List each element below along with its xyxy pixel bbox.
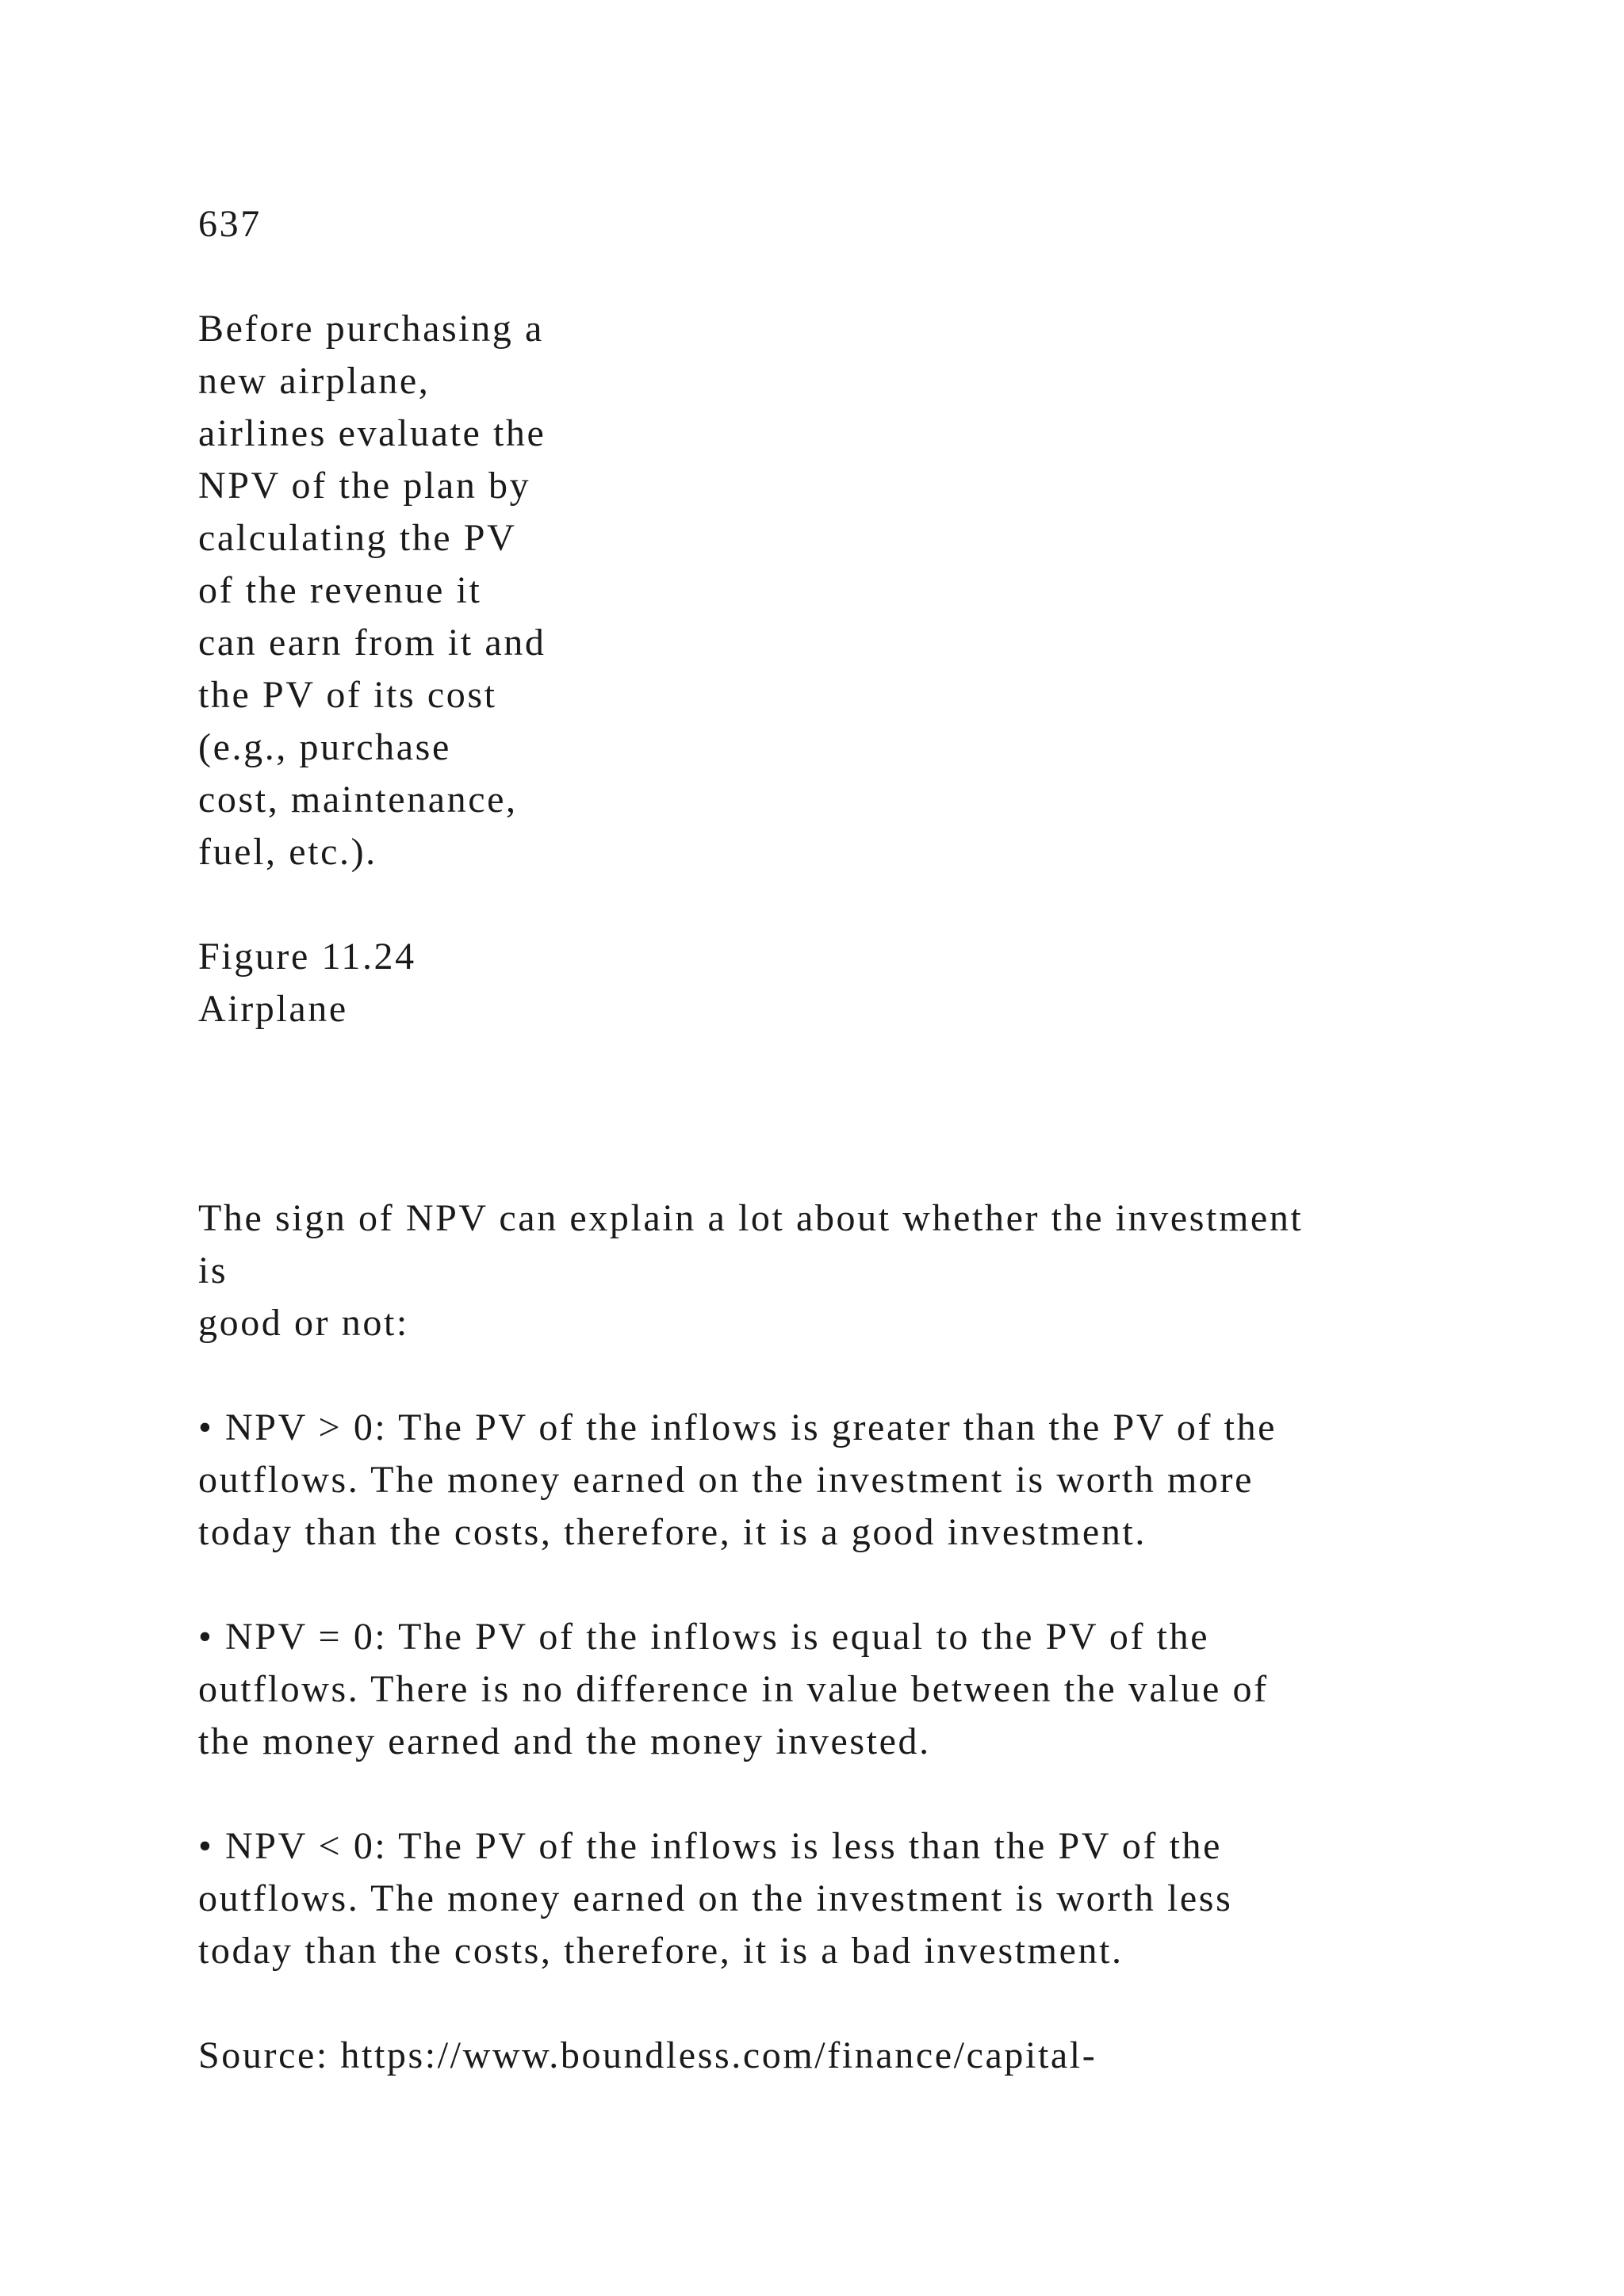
intro-line: The sign of NPV can explain a lot about whether the investment (198, 1197, 1304, 1239)
sidebar-line: (e.g., purchase (198, 726, 451, 768)
bullet-line: • NPV = 0: The PV of the inflows is equal to the PV of the (198, 1616, 1210, 1658)
intro-line: is (198, 1249, 228, 1292)
bullet-line: • NPV > 0: The PV of the inflows is greater than the PV of the (198, 1406, 1277, 1448)
sidebar-line: of the revenue it (198, 569, 482, 611)
bullet-line: outflows. The money earned on the investment is worth more (198, 1459, 1254, 1501)
sidebar-line: new airplane, (198, 360, 431, 402)
sidebar-line: cost, maintenance, (198, 779, 518, 821)
sidebar-line: airlines evaluate the (198, 412, 546, 454)
bullet-line: the money earned and the money invested. (198, 1720, 931, 1762)
bullet-line: outflows. There is no difference in value between the value of (198, 1668, 1269, 1710)
sidebar-line: fuel, etc.). (198, 831, 377, 873)
figure-number: Figure 11.24 (198, 936, 416, 978)
figure-title: Airplane (198, 988, 348, 1030)
sidebar-line: Before purchasing a (198, 308, 544, 350)
bullet-line: outflows. The money earned on the investment is worth less (198, 1877, 1233, 1919)
sidebar-line: can earn from it and (198, 622, 546, 664)
sidebar-line: NPV of the plan by (198, 465, 531, 507)
bullet-line: today than the costs, therefore, it is a bad investment. (198, 1930, 1124, 1972)
intro-line: good or not: (198, 1302, 409, 1344)
bullet-line: • NPV < 0: The PV of the inflows is less than the PV of the (198, 1825, 1223, 1867)
source-citation: Source: https://www.boundless.com/finance/capital- (198, 2034, 1097, 2076)
page-number: 637 (198, 203, 262, 245)
bullet-line: today than the costs, therefore, it is a good investment. (198, 1511, 1147, 1553)
sidebar-line: calculating the PV (198, 517, 517, 559)
sidebar-line: the PV of its cost (198, 674, 497, 716)
